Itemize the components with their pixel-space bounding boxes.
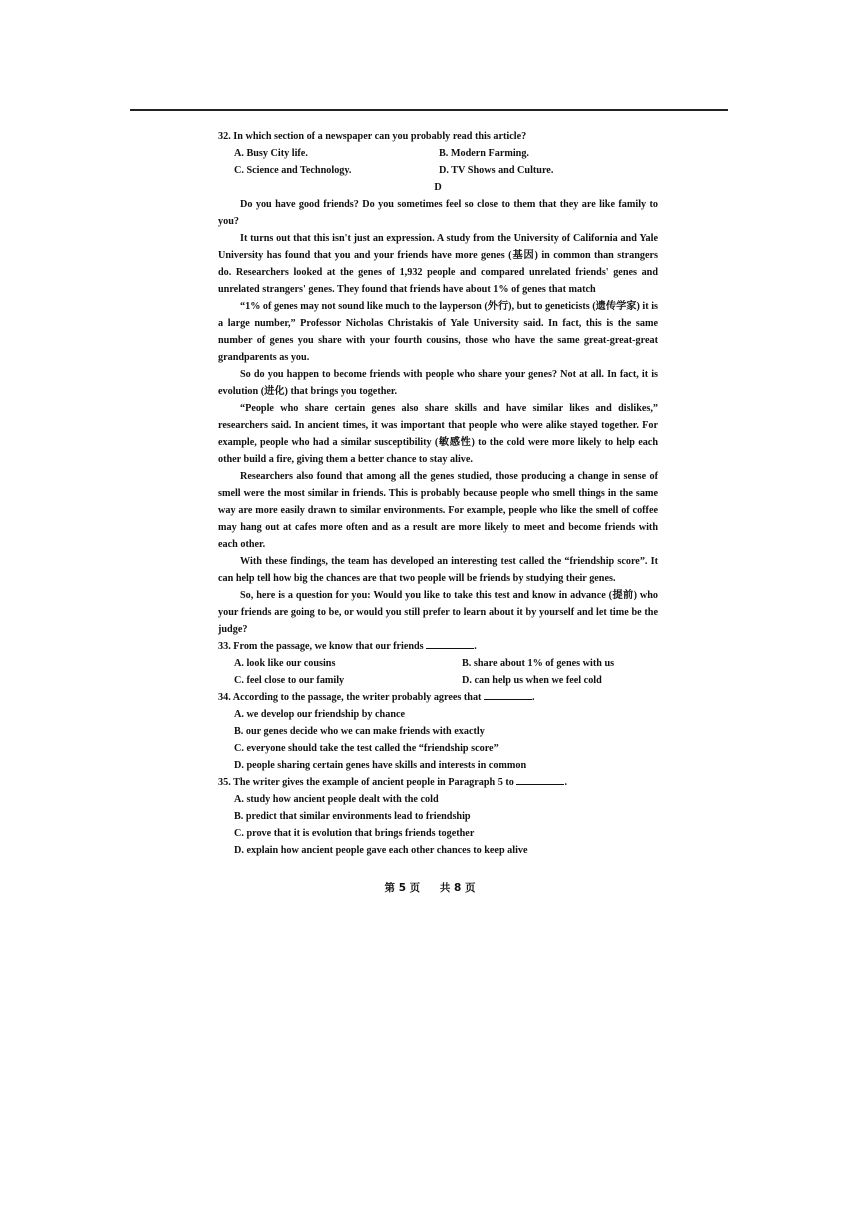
option-d: D. explain how ancient people gave each other chances to keep alive bbox=[234, 845, 528, 856]
option-c: C. everyone should take the test called the “friendship score” bbox=[234, 743, 499, 754]
header-rule bbox=[130, 109, 728, 111]
option-b: B. predict that similar environments lead to friendship bbox=[234, 811, 471, 822]
stem-text: 34. According to the passage, the writer probably agrees that bbox=[218, 692, 482, 703]
option-c: C. feel close to our family bbox=[234, 675, 345, 686]
passage-paragraph: It turns out that this isn't just an expression. A study from the University of California and Yale University has found that you and your friends have more genes (基因) in common than strangers do. Researchers looked at the genes of 1,932 people and compared unrelated friends' genes and unrelated strangers' genes. They found that friends have about 1% of genes that match bbox=[218, 233, 658, 295]
option-a: A. we develop our friendship by chance bbox=[234, 709, 406, 720]
section-letter: D bbox=[434, 182, 442, 193]
question-options bbox=[218, 791, 658, 859]
exam-page bbox=[218, 128, 658, 859]
question-33 bbox=[218, 638, 658, 689]
answer-blank bbox=[516, 774, 564, 785]
question-options bbox=[218, 706, 658, 774]
option-d: D. TV Shows and Culture. bbox=[439, 165, 554, 176]
stem-text: 35. The writer gives the example of ancient people in Paragraph 5 to bbox=[218, 777, 514, 788]
passage-paragraph: With these findings, the team has developed an interesting test called the “friendship score”. It can help tell how big the chances are that two people will be friends by studying their genes. bbox=[218, 556, 658, 584]
option-b: B. share about 1% of genes with us bbox=[462, 658, 615, 669]
answer-blank bbox=[484, 689, 532, 700]
answer-blank bbox=[426, 638, 474, 649]
passage-paragraph: “People who share certain genes also share skills and have similar likes and dislikes,” researchers said. In ancient times, it was important that people who were alike stayed together. For example, people who had a similar susceptibility (敏感性) to the cold were more likely to help each other build a fire, giving them a better chance to stay alive. bbox=[218, 403, 658, 465]
stem-text: 33. From the passage, we know that our friends bbox=[218, 641, 424, 652]
option-d: D. can help us when we feel cold bbox=[462, 675, 602, 686]
question-32 bbox=[218, 128, 658, 179]
page-footer bbox=[0, 880, 860, 895]
passage-paragraph: So, here is a question for you: Would you like to take this test and know in advance (提前) who your friends are going to be, or would you still prefer to learn about it by yourself and let time be the judge? bbox=[218, 590, 658, 635]
stem-end: . bbox=[532, 692, 535, 703]
question-options bbox=[218, 655, 658, 689]
question-stem bbox=[218, 689, 658, 706]
option-b: B. Modern Farming. bbox=[439, 148, 529, 159]
passage-paragraph: “1% of genes may not sound like much to the layperson (外行), but to geneticists (遗传学家) it is a large number,” Professor Nicholas Christakis of Yale University said. In fact, this is the same number of genes you share with your fourth cousins, those who have the same great-great-great grandparents as you. bbox=[218, 301, 658, 363]
question-options bbox=[218, 145, 658, 179]
page-number: 第 5 页 bbox=[384, 882, 421, 894]
option-c: C. Science and Technology. bbox=[234, 165, 352, 176]
option-d: D. people sharing certain genes have skills and interests in common bbox=[234, 760, 527, 771]
question-stem: 32. In which section of a newspaper can you probably read this article? bbox=[218, 131, 527, 142]
option-a: A. Busy City life. bbox=[234, 148, 308, 159]
question-35 bbox=[218, 774, 658, 859]
question-34 bbox=[218, 689, 658, 774]
passage bbox=[218, 196, 658, 638]
option-a: A. look like our cousins bbox=[234, 658, 336, 669]
stem-end: . bbox=[564, 777, 567, 788]
passage-paragraph: Do you have good friends? Do you sometimes feel so close to them that they are like family to you? bbox=[218, 199, 658, 227]
passage-paragraph: So do you happen to become friends with people who share your genes? Not at all. In fact, it is evolution (进化) that brings you together. bbox=[218, 369, 658, 397]
question-stem bbox=[218, 774, 658, 791]
page-total: 共 8 页 bbox=[439, 882, 476, 894]
passage-paragraph: Researchers also found that among all the genes studied, those producing a change in sense of smell were the most similar in friends. This is probably because people who smell things in the same way are more easily drawn to similar environments. For example, people who like the smell of coffee may hang out at cafes more often and as a result are more likely to meet and become friends with each other. bbox=[218, 471, 658, 550]
option-b: B. our genes decide who we can make friends with exactly bbox=[234, 726, 485, 737]
option-a: A. study how ancient people dealt with the cold bbox=[234, 794, 439, 805]
stem-end: . bbox=[474, 641, 477, 652]
option-c: C. prove that it is evolution that brings friends together bbox=[234, 828, 475, 839]
question-stem bbox=[218, 638, 658, 655]
